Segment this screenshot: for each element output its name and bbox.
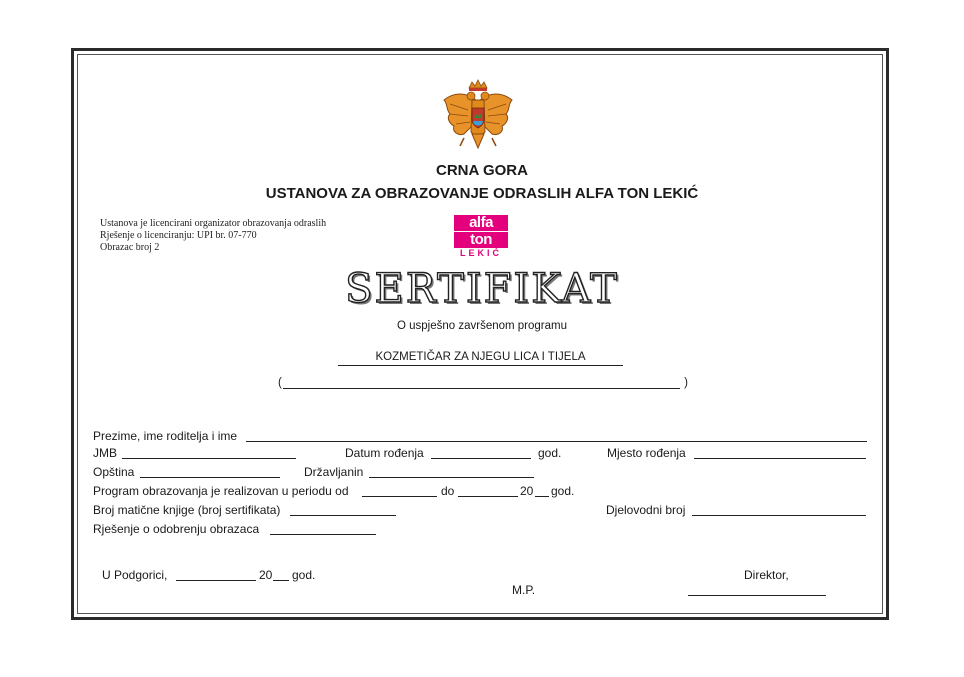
municipality-field-line: [140, 476, 280, 478]
certificate-subtitle: O uspješno završenom programu: [396, 320, 568, 332]
certificate-title: SERTIFIKAT: [345, 266, 619, 312]
period-year-suffix: god.: [551, 484, 575, 498]
logo-word-alfa: alfa: [454, 215, 508, 231]
register-number-label: Broj matične knjige (broj sertifikata): [93, 503, 281, 517]
footer-year-line: [273, 579, 289, 581]
stamp-label: M.P.: [512, 583, 536, 597]
office-number-line: [692, 514, 866, 516]
date-field-line: [176, 579, 256, 581]
blank-line: [283, 388, 680, 389]
country-heading: CRNA GORA: [436, 162, 528, 179]
period-to-line: [458, 495, 518, 497]
paren-close: ): [684, 377, 688, 389]
jmb-label: JMB: [93, 446, 117, 460]
approval-field-line: [270, 533, 376, 535]
period-century: 20: [520, 484, 534, 498]
logo-word-lekic: LEKIĆ: [460, 248, 502, 258]
period-label: Program obrazovanja je realizovan u periodu od: [93, 484, 349, 498]
period-from-line: [362, 495, 437, 497]
director-label: Direktor,: [744, 568, 789, 582]
logo-word-ton: ton: [454, 232, 508, 248]
license-number: Rješenje o licenciranju: UPI br. 07-770: [100, 230, 257, 241]
office-number-label: Djelovodni broj: [606, 503, 686, 517]
program-detail-line: [278, 377, 688, 391]
form-number: Obrazac broj 2: [100, 242, 160, 253]
jmb-field-line: [122, 457, 296, 459]
name-label: Prezime, ime roditelja i ime: [93, 429, 238, 443]
municipality-label: Opština: [93, 465, 135, 479]
name-field-line: [246, 440, 867, 442]
footer-year-suffix: god.: [292, 568, 316, 582]
paren-open: (: [278, 377, 282, 389]
citizenship-label: Državljanin: [304, 465, 364, 479]
place-label: U Podgorici,: [102, 568, 168, 582]
birthdate-label: Datum rođenja: [345, 446, 424, 460]
approval-label: Rješenje o odobrenju obrazaca: [93, 522, 260, 536]
birthplace-field-line: [694, 457, 866, 459]
period-year-line: [535, 495, 549, 497]
register-number-line: [290, 514, 396, 516]
institution-heading: USTANOVA ZA OBRAZOVANJE ODRASLIH ALFA TON LEKIĆ: [265, 185, 699, 202]
period-to-label: do: [441, 484, 455, 498]
license-line: Ustanova je licencirani organizator obrazovanja odraslih: [100, 218, 327, 229]
citizenship-field-line: [369, 476, 534, 478]
license-info: [100, 218, 326, 254]
birthplace-label: Mjesto rođenja: [607, 446, 686, 460]
footer-century: 20: [259, 568, 273, 582]
birth-year-suffix: god.: [538, 446, 562, 460]
alfa-ton-logo: [451, 215, 511, 259]
program-name: KOZMETIČAR ZA NJEGU LICA I TIJELA: [338, 351, 623, 366]
birthdate-field-line: [431, 457, 531, 459]
director-signature-line: [688, 594, 826, 596]
coat-of-arms-icon: [438, 78, 518, 158]
